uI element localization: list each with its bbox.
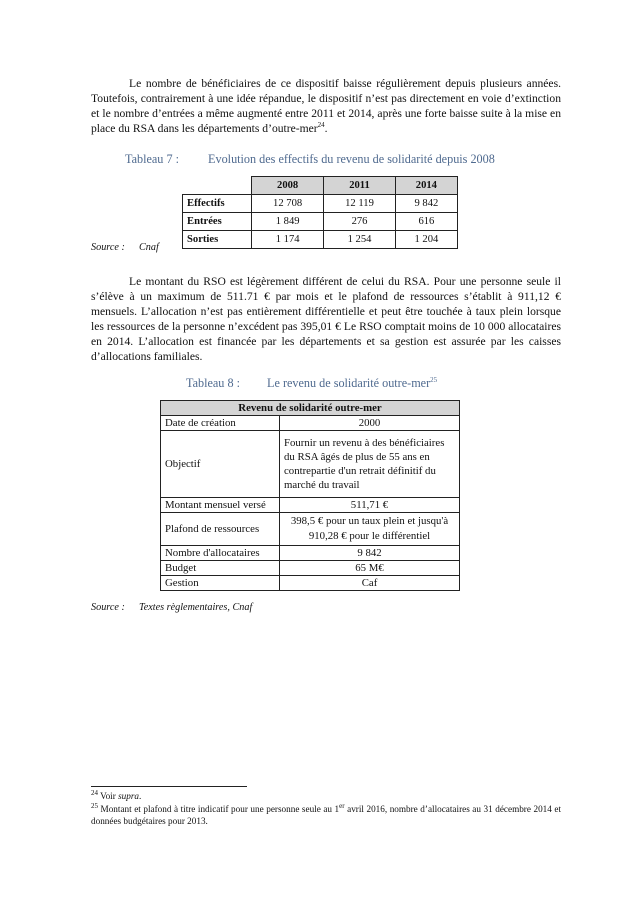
cell-value: 9 842: [280, 546, 460, 561]
row-label: Budget: [161, 561, 280, 576]
footnote-number: 25: [91, 801, 98, 810]
cell-value: 2000: [280, 416, 460, 431]
cell-value: 1 204: [395, 231, 457, 249]
footnote-number: 24: [91, 788, 98, 797]
cell-value: 12 119: [324, 195, 396, 213]
cell-value: Fournir un revenu à des bénéficiaires du RSA âgés de plus de 55 ans en contrepartie d'un retrait définitif du marché du travail: [280, 431, 460, 498]
table8-caption-number: Tableau 8 :: [186, 376, 240, 390]
row-label: Montant mensuel versé: [161, 498, 280, 513]
cell-value: 398,5 € pour un taux plein et jusqu'à 910,28 € pour le différentiel: [280, 513, 460, 546]
table7-caption-number: Tableau 7 :: [125, 152, 179, 166]
footnote-ordinal: er: [339, 801, 345, 810]
cell-value: 12 708: [252, 195, 324, 213]
table7-corner-cell: [183, 177, 252, 195]
source-label: Source :: [91, 602, 125, 613]
table8-source: [91, 602, 252, 613]
footnote-25: [91, 803, 561, 827]
footnote-ref[interactable]: 24: [317, 121, 325, 130]
table-row: [183, 195, 458, 213]
table7-caption-title: Evolution des effectifs du revenu de solidarité depuis 2008: [208, 152, 495, 166]
table-row: [183, 213, 458, 231]
paragraph-rso-amount: [91, 274, 561, 364]
row-label: Objectif: [161, 431, 280, 498]
footnote-italic: supra: [118, 791, 140, 801]
cell-value: 511,71 €: [280, 498, 460, 513]
source-text: Textes règlementaires, Cnaf: [139, 602, 253, 613]
paragraph-text: Le nombre de bénéficiaires de ce dispositif baisse régulièrement depuis plusieurs années. Toutefois, contrairement à une idée répandue, le dispositif n’est pas directement en voie d’extinction et le nombre d’entrées a même augmenté entre 2011 et 2014, après une forte baisse suite à la mise en place du RSA dans les départements d’outre-mer: [91, 77, 561, 135]
paragraph-end: .: [324, 122, 328, 135]
paragraph-rso-beneficiaries: [91, 76, 561, 136]
cell-value: 276: [324, 213, 396, 231]
table7-source: [91, 242, 159, 253]
footnote-text: Montant et plafond à titre indicatif pour une personne seule au 1: [100, 804, 340, 814]
table8-rso-summary: [160, 400, 460, 591]
table-row: [161, 431, 460, 498]
row-label: Entrées: [183, 213, 252, 231]
row-label: Nombre d'allocataires: [161, 546, 280, 561]
table8-header-row: [161, 401, 460, 416]
table-row: [161, 546, 460, 561]
row-label: Date de création: [161, 416, 280, 431]
table7-col-header: 2008: [252, 177, 324, 195]
table-row: [183, 231, 458, 249]
paragraph-text: Le montant du RSO est légèrement différent de celui du RSA. Pour une personne seule il s’élève à un maximum de 511.71 € par mois et le plafond de ressources s’établit à 911,12 € mensuels. L’allocation n’est pas entièrement différentielle et peut être touchée à taux plein lorsque les ressources de la personne n’excédent pas 395,01 € Le RSO comptait moins de 10 000 allocataires en 2014. L’allocation est financée par les départements et sa gestion est assurée par les caisses d’allocations familiales.: [91, 275, 561, 363]
table-row: [161, 576, 460, 591]
footnote-separator: [91, 786, 247, 787]
cell-value: Caf: [280, 576, 460, 591]
source-text: Cnaf: [139, 242, 159, 253]
table-row: [161, 561, 460, 576]
table8-header: Revenu de solidarité outre-mer: [161, 401, 460, 416]
cell-value: 9 842: [395, 195, 457, 213]
table8-caption-title: Le revenu de solidarité outre-mer: [267, 376, 431, 390]
table7-header-row: [183, 177, 458, 195]
footnote-ref[interactable]: 25: [430, 375, 438, 384]
row-label: Sorties: [183, 231, 252, 249]
cell-value: 1 174: [252, 231, 324, 249]
cell-value: 1 849: [252, 213, 324, 231]
table-row: [161, 513, 460, 546]
footnote-text-continued: avril 2016, nombre d’allocataires au 31 décembre 2014 et données budgétaires pour 2013.: [91, 804, 562, 826]
footnote-end: .: [139, 791, 142, 801]
table-row: [161, 416, 460, 431]
cell-value: 65 M€: [280, 561, 460, 576]
table7-effectifs: [182, 176, 458, 249]
table7-col-header: 2014: [395, 177, 457, 195]
table7-caption: [125, 152, 495, 167]
cell-value: 616: [395, 213, 457, 231]
row-label: Gestion: [161, 576, 280, 591]
row-label: Effectifs: [183, 195, 252, 213]
table-row: [161, 498, 460, 513]
source-label: Source :: [91, 242, 125, 253]
row-label: Plafond de ressources: [161, 513, 280, 546]
table7-col-header: 2011: [324, 177, 396, 195]
table8-caption: [186, 376, 437, 391]
footnote-text: Voir: [100, 791, 119, 801]
footnote-24: [91, 790, 561, 802]
cell-value: 1 254: [324, 231, 396, 249]
